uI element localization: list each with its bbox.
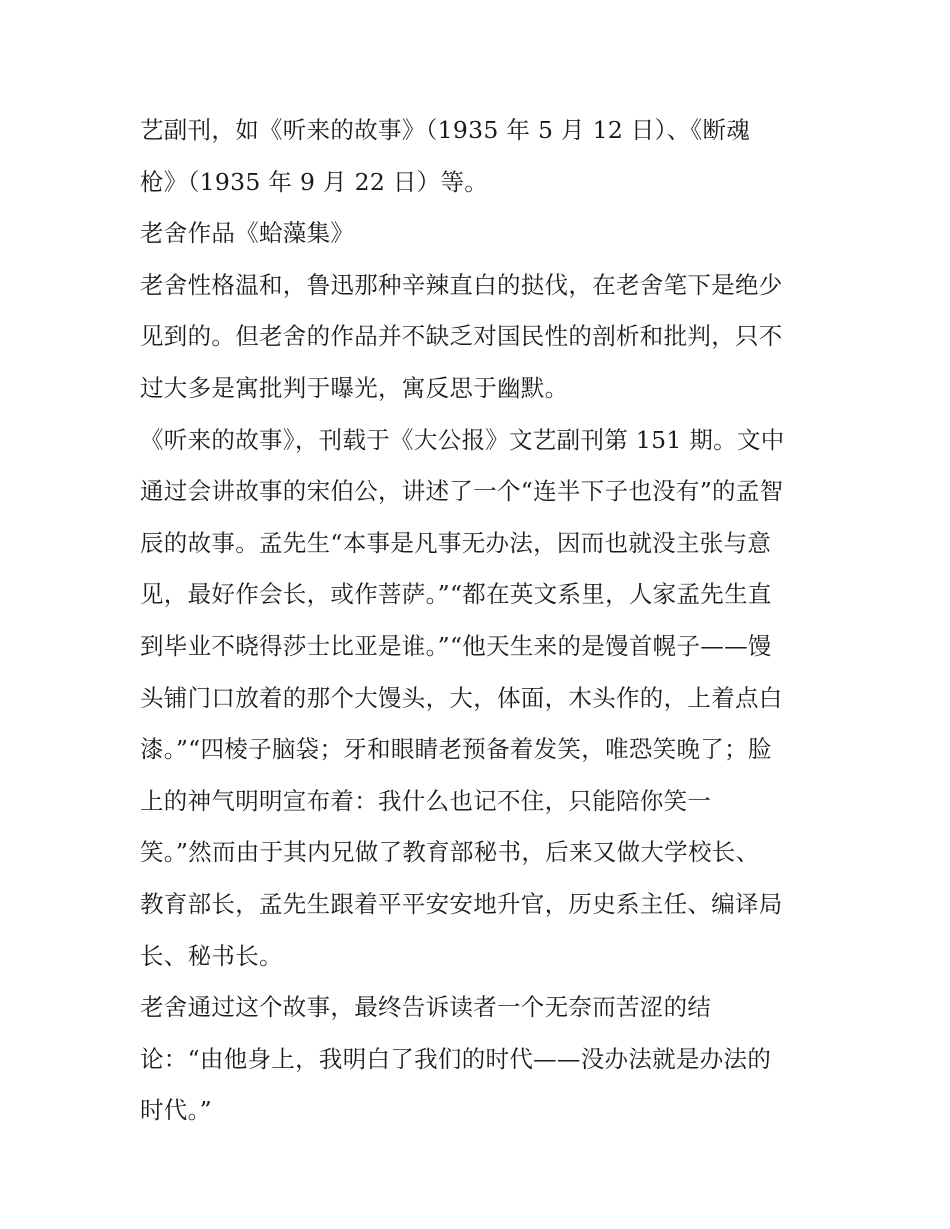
text-line: 过大多是寓批判于曝光，寓反思于幽默。 bbox=[140, 373, 569, 402]
text-line: 枪》（1935 年 9 月 22 日）等。 bbox=[140, 167, 489, 196]
text-line: 见到的。但老舍的作品并不缺乏对国民性的剖析和批判，只不 bbox=[140, 322, 783, 351]
text-line: 到毕业不晓得莎士比亚是谁。”“他天生来的是馒首幌子——馒 bbox=[140, 631, 772, 660]
text-line: 上的神气明明宣布着：我什么也记不住，只能陪你笑一 bbox=[140, 786, 712, 815]
text-line: 头铺门口放着的那个大馒头，大，体面，木头作的，上着点白 bbox=[140, 683, 783, 712]
text-line: 艺副刊，如《听来的故事》（1935 年 5 月 12 日）、《断魂 bbox=[140, 116, 751, 144]
text-line: 长、秘书长。 bbox=[140, 941, 283, 970]
text-line: 老舍性格温和，鲁迅那种辛辣直白的挞伐，在老舍笔下是绝少 bbox=[140, 270, 783, 299]
text-line: 时代。” bbox=[140, 1096, 212, 1125]
text-line: 老舍通过这个故事，最终告诉读者一个无奈而苦涩的结 bbox=[140, 993, 712, 1022]
text-line: 通过会讲故事的宋伯公，讲述了一个“连半下子也没有”的孟智 bbox=[140, 477, 784, 506]
text-line: 论：“由他身上，我明白了我们的时代——没办法就是办法的 bbox=[140, 1044, 772, 1073]
text-line: 《听来的故事》，刊载于《大公报》文艺副刊第 151 期。文中 bbox=[140, 425, 785, 454]
text-line: 漆。”“四棱子脑袋；牙和眼睛老预备着发笑，唯恐笑晚了；脸 bbox=[140, 735, 772, 764]
section-heading: 老舍作品《蛤藻集》 bbox=[140, 219, 355, 248]
text-line: 辰的故事。孟先生“本事是凡事无办法，因而也就没主张与意 bbox=[140, 528, 772, 557]
text-line: 教育部长，孟先生跟着平平安安地升官，历史系主任、编译局 bbox=[140, 889, 783, 918]
article-body bbox=[140, 105, 820, 1137]
text-line: 见，最好作会长，或作菩萨。”“都在英文系里，人家孟先生直 bbox=[140, 580, 772, 609]
text-line: 笑。”然而由于其内兄做了教育部秘书，后来又做大学校长、 bbox=[140, 838, 760, 867]
